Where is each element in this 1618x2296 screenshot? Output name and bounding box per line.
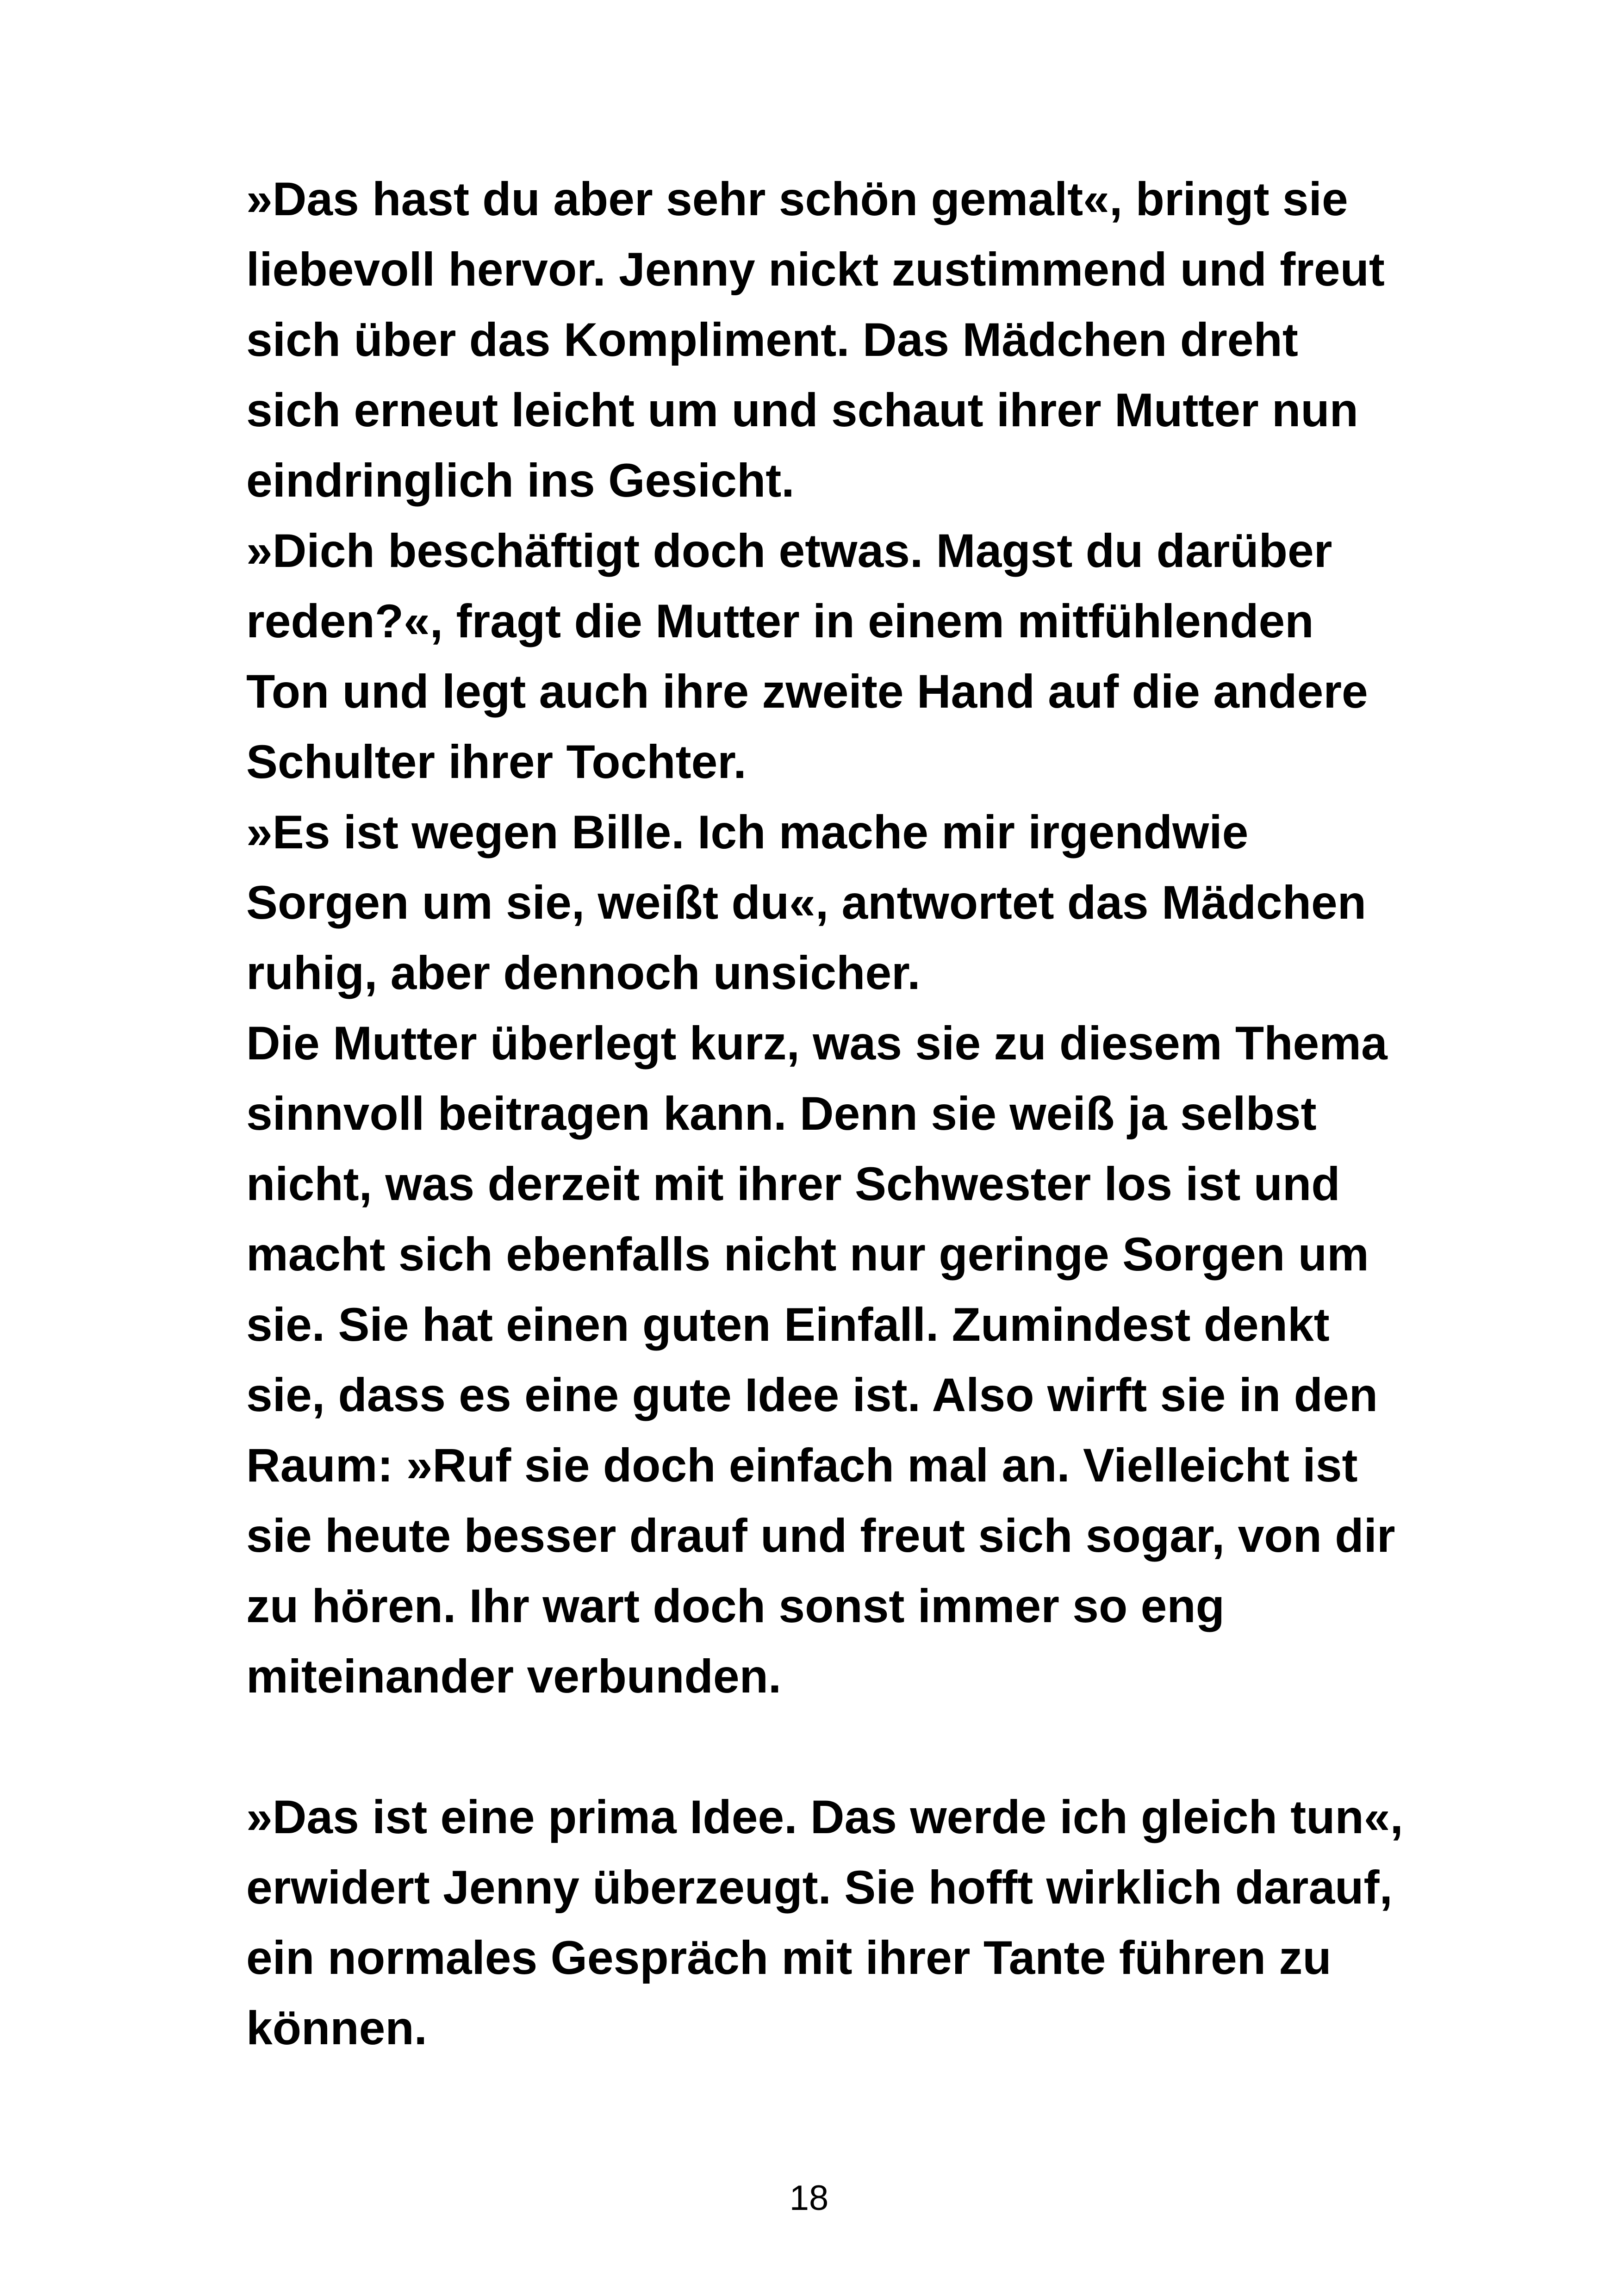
page-number: 18	[789, 2178, 829, 2218]
paragraph-gap	[246, 1711, 1496, 1782]
body-text	[246, 164, 1496, 2063]
text-line: Schulter ihrer Tochter.	[246, 735, 747, 788]
text-line: sie. Sie hat einen guten Einfall. Zumindest denkt	[246, 1298, 1330, 1351]
text-line: »Es ist wegen Bille. Ich mache mir irgendwie	[246, 806, 1249, 859]
text-line: miteinander verbunden.	[246, 1650, 782, 1703]
text-line: sie, dass es eine gute Idee ist. Also wirft sie in den	[246, 1369, 1378, 1421]
text-line: liebevoll hervor. Jenny nickt zustimmend und freut	[246, 243, 1385, 296]
text-line: ruhig, aber dennoch unsicher.	[246, 946, 921, 999]
text-line: nicht, was derzeit mit ihrer Schwester los ist und	[246, 1157, 1340, 1210]
text-line: »Dich beschäftigt doch etwas. Magst du darüber	[246, 524, 1332, 577]
text-line: Die Mutter überlegt kurz, was sie zu diesem Thema	[246, 1017, 1388, 1070]
text-line: zu hören. Ihr wart doch sonst immer so eng	[246, 1580, 1225, 1632]
text-line: ein normales Gespräch mit ihrer Tante führen zu	[246, 1931, 1332, 1984]
text-line: reden?«, fragt die Mutter in einem mitfühlenden	[246, 595, 1314, 647]
text-line: »Das ist eine prima Idee. Das werde ich gleich tun«,	[246, 1791, 1403, 1843]
text-line: erwidert Jenny überzeugt. Sie hofft wirklich darauf,	[246, 1861, 1393, 1914]
text-line: sich über das Kompliment. Das Mädchen dreht	[246, 313, 1298, 366]
text-line: Raum: »Ruf sie doch einfach mal an. Vielleicht ist	[246, 1439, 1358, 1492]
text-line: eindringlich ins Gesicht.	[246, 454, 795, 507]
text-line: »Das hast du aber sehr schön gemalt«, bringt sie	[246, 173, 1348, 225]
text-line: sich erneut leicht um und schaut ihrer Mutter nun	[246, 384, 1358, 436]
text-line: sinnvoll beitragen kann. Denn sie weiß ja selbst	[246, 1087, 1317, 1140]
text-line: Sorgen um sie, weißt du«, antwortet das Mädchen	[246, 876, 1367, 929]
text-line: macht sich ebenfalls nicht nur geringe Sorgen um	[246, 1228, 1369, 1281]
text-line: können.	[246, 2002, 428, 2054]
text-line: Ton und legt auch ihre zweite Hand auf die andere	[246, 665, 1368, 718]
text-line: sie heute besser drauf und freut sich sogar, von dir	[246, 1509, 1395, 1562]
